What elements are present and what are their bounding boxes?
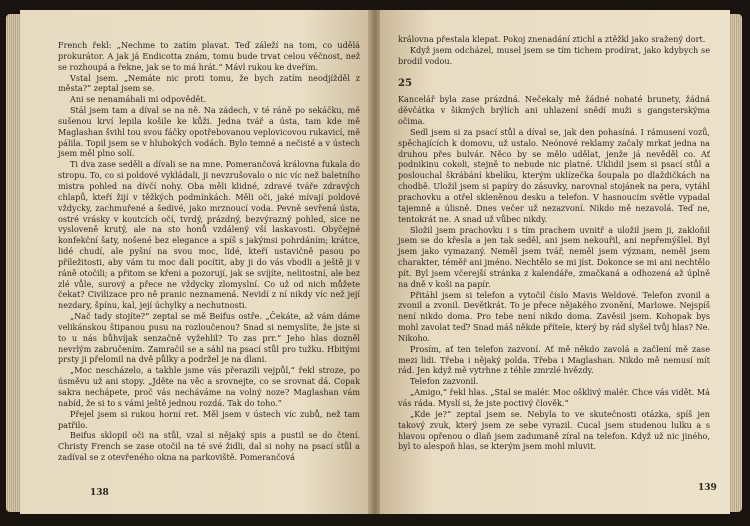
paragraph: Sedl jsem si za psací stůl a díval se, jak den pohasíná. I rámusení vozů, spěchajících k domovu, už ustalo. Neónové reklamy začaly mrkat jedna na druhou přes bulvár. Něco by se mělo udělat, jenže já nevěděl co. Ať podnikinu cokoli, stejně to nebude nic platné. Uklidil jsem si psací stůl a poslouchal škrábání kbelíku, kterým uklízečka šoupala po dlaždičkách na chodbě. Uložil jsem si papíry do zásuvky, narovnal stojánek na pera, vytáhl prachovku a otřel skleněnou desku a telefon. V hasnoucím světle vypadal tajemně a úlisně. Dnes večer už nezazvoní. Nikdo mě nezavolá. Teď ne, tentokrát ne. A snad už vůbec nikdy. [398, 126, 710, 224]
page-number: 138 [90, 488, 109, 498]
paragraph: Ti dva zase seděli a dívali se na mne. Pomerančová královna fukala do stropu. To, co si poldové vykládali, ji nevzrušovalo o nic víc než baletního mistra pohled na dívčí nohy. Oba měli klidné, zdravé tváře zdravých chlapů, kteří žijí v těžkých podmínkách. Měli oči, jaké mívají poldové vždycky, zachmuřené a šedivé, jako mrznoucí voda. Pevně sevřená ústa, ostré vrásky v koutcích očí, tvrdý, prázdný, bezvýrazný pohled, sice ne vysloveně krutý, ale na sto honů vzdálený vší laskavosti. Obyčejné konfekční šaty, nošené bez elegance a spíš s jakýmsi pohrdáním; krátce, lidé chudí, ale pyšní na svou moc, lidé, kteří ustavičně pasou po příležitosti, aby vám tu moc dali pocítit, aby ji do vás vbodli a ještě ji v ráně otočili; a přitom se křeni a pozorují, jak se svíjíte, nelitostní, ale bez zlé vůle, surový a přece ne vždycky zlomyslní. Co už od nich můžete čekat? Civilizace pro ně pranic neznamená. Nevidí z ní nikdy víc než její nezdary, špínu, kal, její úchylky a nechutnosti. [58, 159, 360, 311]
paragraph: Přejel jsem si rukou horní ret. Měl jsem v ústech víc zubů, než tam patřilo. [58, 408, 360, 430]
paragraph: French řekl: „Nechme to zatím plavat. Teď záleží na tom, co udělá prokurátor. A jak já Endicotta znám, tomu bude trvat celou věčnost, než se rozhoupá a řekne, jak se to má hrát.“ Mávl rukou ke dveřím. [58, 40, 360, 72]
page-number: 139 [698, 483, 717, 493]
paragraph: královna přestala klepat. Pokoj znenadání ztichl a ztěžkl jako sražený dort. [398, 34, 706, 44]
right-page [380, 10, 730, 514]
paragraph: Ani se nenamáhali mi odpovědět. [70, 94, 207, 105]
paragraph: Stál jsem tam a díval se na ně. Na zádech, v té ráně po sekáčku, mě sušenou krví lepila košile ke kůži. Jedna tvář a ústa, tam kde mě Maglashan švihl tou svou fáčky opotřebovanou veplovicovou rukavicí, mě pálila. Topil jsem se v hlubokých vodách. Bylo temné a nečisté a v ústech jsem měl plno solí. [58, 105, 360, 159]
paragraph: Když jsem odcházel, musel jsem se tím tichem prodírat, jako kdybych se brodil vodou. [398, 44, 710, 66]
right-page-text [398, 34, 710, 452]
paragraph: „Amigo,“ řekl hlas. „Stal se malér. Moc ošklivý malér. Chce vás vidět. Má vás ráda. Myslí si, že jste poctivý člověk.“ [398, 387, 710, 408]
paragraph: Přitáhl jsem si telefon a vytočil číslo Mavis Weldové. Telefon zvonil a zvonil a zvonil. Devětkrát. To je přece nějakého zvonění, Marlowe. Nejspíš není nikdo doma. Pro tebe není nikdo doma. Zavěsil jsem. Kohopak bys mohl zavolat teď? Snad máš někde přítele, který by rád slyšel tvůj hlas? Ne. Nikoho. [398, 289, 710, 343]
right-page-edges [728, 14, 742, 512]
paragraph: Složil jsem prachovku i s tím prachem uvnitř a uložil jsem ji, zakloňil jsem se do křesla a jen tak seděl, ani jsem nekouřil, ani nepřemýšlel. Byl jsem jako vymazaný. Neměl jsem tvář, neměl jsem význam, neměl jsem charakter, téměř ani jméno. Nechtělo se mi jíst. Dokonce se mi ani nechtělo pít. Byl jsem včerejší stránka z kalendáře, zmačkaná a odhozená až úplně na dně v koši na papír. [398, 224, 710, 289]
paragraph: „Moc nescházelo, a takhle jsme vás přerazili vejpůl,“ řekl stroze, po úsměvu už ani stopy. „Jděte na věc a srovnejte, co se srovnat dá. Copak sakra nechápete, proč vás necháváme na volný noze? Maglashan vám nabíd, že si to s vámi ještě jednou rozdá. Tak do toho.“ [58, 365, 360, 408]
paragraph: Telefon zazvonil. [410, 376, 479, 387]
paragraph: Kancelář byla zase prázdná. Nečekaly mě žádné nohaté brunety, žádná děvčátka v šikmých brýlích ani uhlazení snědí muži s gangsterskýma očima. [398, 94, 710, 127]
left-page [20, 10, 372, 514]
left-page-text [58, 40, 360, 463]
paragraph: Prosím, ať ten telefon zazvoní. Ať mě někdo zavolá a začlení mě zase mezi lidi. Třeba i nějaký polda. Třeba i Maglashan. Nikdo mě nemusí mít rád. Jen když mě vytrhne z téhle zmrzlé hvězdy. [398, 343, 710, 376]
paragraph: Beifus sklopil oči na stůl, vzal si nějaký spis a pustil se do čtení. Christy French se zase otočil na té své židli, dal si nohy na psací stůl a zadíval se z otevřeného okna na parkoviště. Pomerančová [58, 430, 360, 463]
chapter-number: 25 [398, 77, 412, 89]
paragraph: „Kde je?“ zeptal jsem se. Nebyla to ve skutečnosti otázka, spíš jen takový zvuk, který jsem ze sebe vyrazil. Cucal jsem studenou lulku a s hlavou opřenou o dlaň jsem zadumaně zíral na telefon. Když už nic jiného, byl to alespoň hlas, se kterým jsem mohl mluvit. [398, 408, 710, 452]
paragraph: „Nač tady stojíte?“ zeptal se mě Beifus ostře. „Čekáte, až vám dáme velikánskou štipanou pusu na rozloučenou? Snad si nemyslíte, že jste si to u nás bůhvíjak senzačně vyžehlil? To zas prr.“ Jeho hlas dozněl nevrlým zabručením. Zamračil se a sáhl na psací stůl pro tužku. Hbitými prsty ji přelomil na dvě půlky a podržel je na dlani. [58, 311, 360, 365]
paragraph: Vstal jsem. „Nemáte nic proti tomu, že bych zatím neodjížděl z města?“ zeptal jsem se. [58, 72, 360, 94]
